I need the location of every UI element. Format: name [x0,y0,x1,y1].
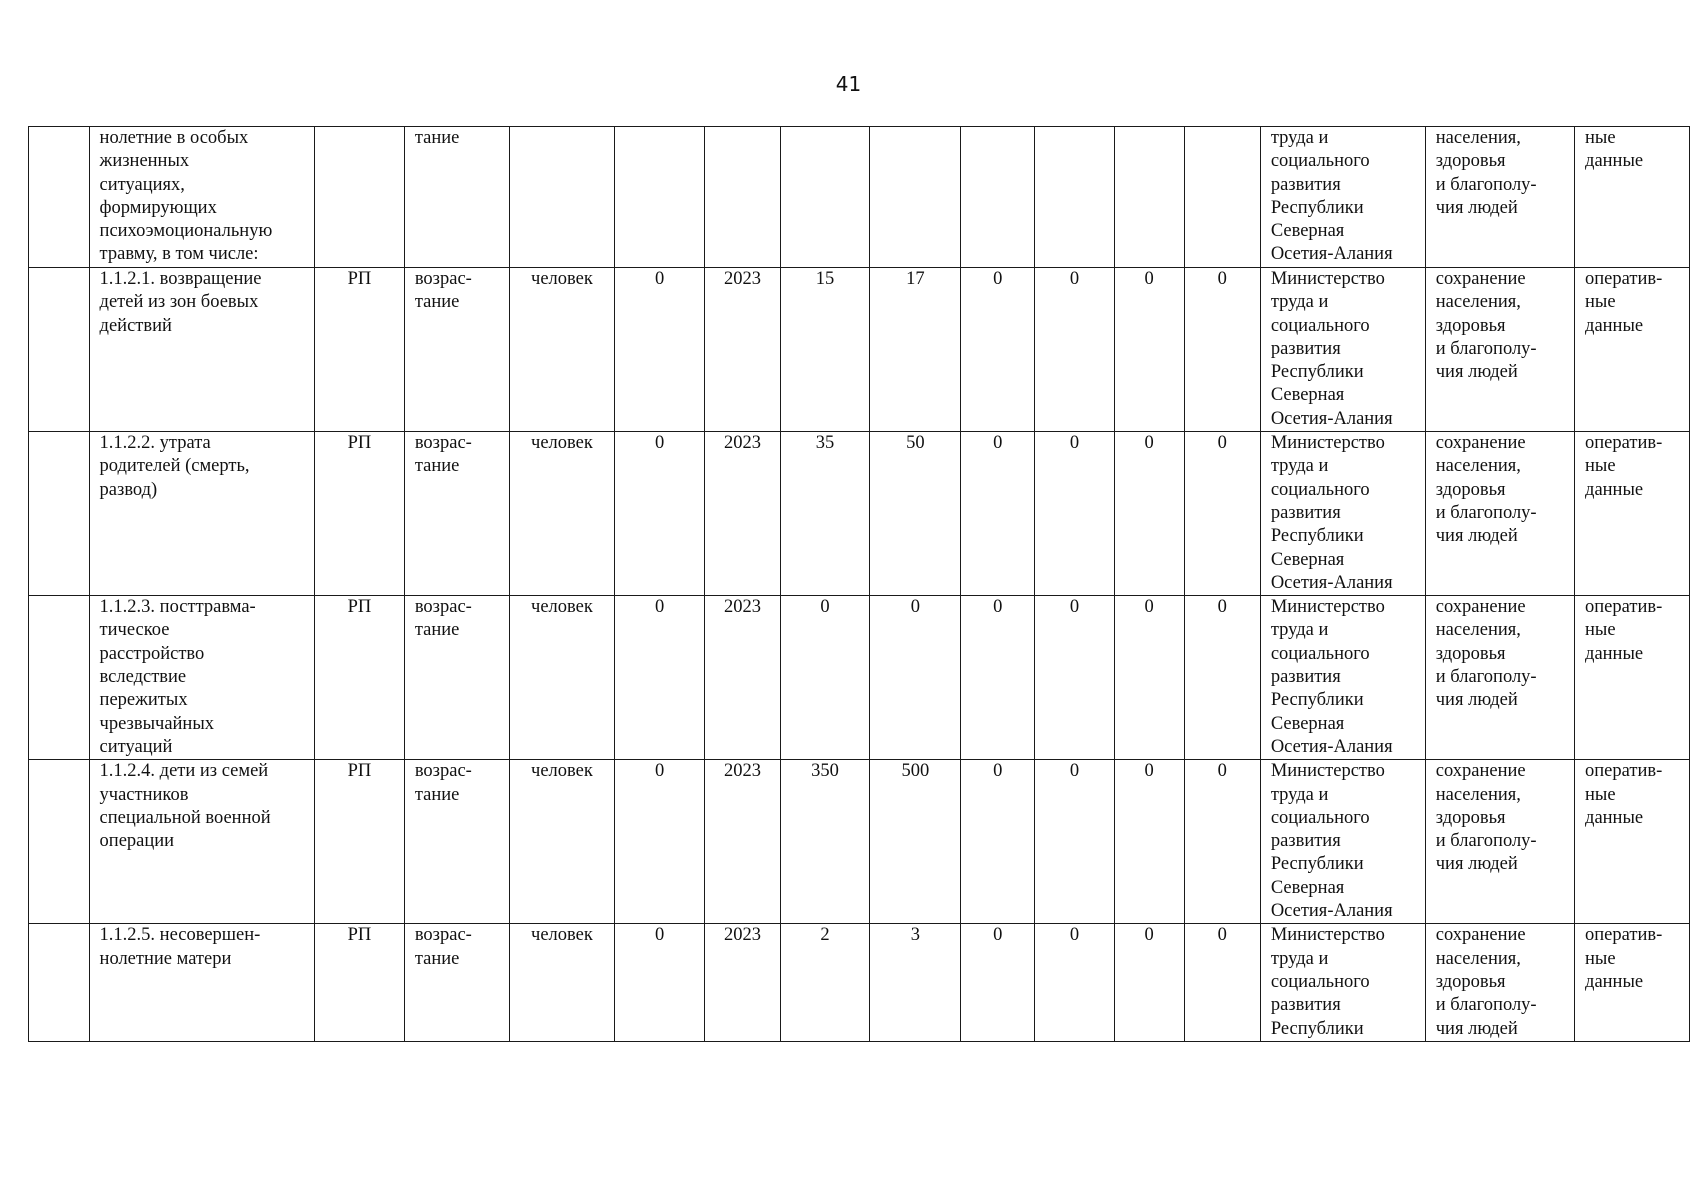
cell-base-value: 0 [614,924,705,1042]
cell-unit: человек [510,760,614,924]
cell-value-4: 0 [1035,432,1114,596]
cell-trend: возрас- тание [404,760,509,924]
table-row [29,127,1690,268]
cell-value-3: 0 [961,924,1035,1042]
cell-source: оператив- ные данные [1575,432,1690,596]
cell-value-2 [870,127,961,268]
cell-responsible: Министерство труда и социального развития Республики Северная Осетия-Алания [1260,760,1425,924]
cell-value-3: 0 [961,596,1035,760]
table-row [29,432,1690,596]
cell-value-4: 0 [1035,924,1114,1042]
cell-value-6: 0 [1184,924,1260,1042]
cell-source: оператив- ные данные [1575,268,1690,432]
cell-responsible: Министерство труда и социального развития Республики Северная Осетия-Алания [1260,268,1425,432]
cell-source: ные данные [1575,127,1690,268]
cell-base-year: 2023 [705,432,780,596]
cell-value-6: 0 [1184,268,1260,432]
cell-responsible: труда и социального развития Республики Северная Осетия-Алания [1260,127,1425,268]
cell-name: 1.1.2.4. дети из семей участников специальной военной операции [89,760,315,924]
cell-value-5: 0 [1114,924,1184,1042]
cell-value-1: 15 [780,268,870,432]
cell-base-year [705,127,780,268]
cell-source: оператив- ные данные [1575,924,1690,1042]
cell-num [29,596,90,760]
cell-value-5: 0 [1114,760,1184,924]
cell-type: РП [315,596,405,760]
cell-value-4: 0 [1035,596,1114,760]
cell-value-6: 0 [1184,596,1260,760]
cell-value-1: 35 [780,432,870,596]
cell-value-4 [1035,127,1114,268]
cell-trend: возрас- тание [404,432,509,596]
cell-base-value: 0 [614,268,705,432]
cell-num [29,432,90,596]
cell-base-value [614,127,705,268]
cell-value-3: 0 [961,268,1035,432]
cell-value-1: 0 [780,596,870,760]
cell-goal: населения, здоровья и благополу- чия людей [1425,127,1574,268]
cell-type: РП [315,924,405,1042]
cell-source: оператив- ные данные [1575,596,1690,760]
cell-unit: человек [510,432,614,596]
cell-value-2: 0 [870,596,961,760]
cell-value-1: 2 [780,924,870,1042]
cell-goal: сохранение населения, здоровья и благополу- чия людей [1425,596,1574,760]
cell-goal: сохранение населения, здоровья и благополу- чия людей [1425,924,1574,1042]
cell-type: РП [315,268,405,432]
cell-trend: тание [404,127,509,268]
cell-base-year: 2023 [705,596,780,760]
cell-value-6: 0 [1184,760,1260,924]
cell-goal: сохранение населения, здоровья и благополу- чия людей [1425,760,1574,924]
cell-value-3: 0 [961,760,1035,924]
cell-value-5: 0 [1114,432,1184,596]
cell-type: РП [315,760,405,924]
cell-name: 1.1.2.3. посттравма- тическое расстройство вследствие пережитых чрезвычайных ситуаций [89,596,315,760]
cell-name: нолетние в особых жизненных ситуациях, формирующих психоэмоциональную травму, в том числе: [89,127,315,268]
cell-value-5: 0 [1114,268,1184,432]
cell-trend: возрас- тание [404,268,509,432]
cell-unit: человек [510,596,614,760]
cell-unit [510,127,614,268]
cell-goal: сохранение населения, здоровья и благополу- чия людей [1425,432,1574,596]
cell-value-3: 0 [961,432,1035,596]
table-row [29,596,1690,760]
table-row [29,268,1690,432]
cell-unit: человек [510,924,614,1042]
cell-value-2: 50 [870,432,961,596]
cell-num [29,924,90,1042]
cell-num [29,760,90,924]
cell-value-2: 17 [870,268,961,432]
cell-trend: возрас- тание [404,596,509,760]
cell-value-5: 0 [1114,596,1184,760]
cell-value-2: 500 [870,760,961,924]
cell-num [29,268,90,432]
cell-value-3 [961,127,1035,268]
cell-name: 1.1.2.2. утрата родителей (смерть, развод) [89,432,315,596]
cell-value-6: 0 [1184,432,1260,596]
cell-base-year: 2023 [705,924,780,1042]
cell-base-value: 0 [614,432,705,596]
page-number: 41 [835,72,862,96]
cell-name: 1.1.2.1. возвращение детей из зон боевых действий [89,268,315,432]
cell-value-1: 350 [780,760,870,924]
cell-value-6 [1184,127,1260,268]
table-row [29,760,1690,924]
cell-num [29,127,90,268]
cell-value-2: 3 [870,924,961,1042]
cell-base-year: 2023 [705,760,780,924]
cell-responsible: Министерство труда и социального развития Республики [1260,924,1425,1042]
cell-responsible: Министерство труда и социального развития Республики Северная Осетия-Алания [1260,596,1425,760]
cell-name: 1.1.2.5. несовершен- нолетние матери [89,924,315,1042]
cell-type: РП [315,432,405,596]
indicator-table [28,126,1690,1042]
cell-type [315,127,405,268]
cell-value-4: 0 [1035,268,1114,432]
cell-trend: возрас- тание [404,924,509,1042]
table-row [29,924,1690,1042]
cell-value-4: 0 [1035,760,1114,924]
cell-responsible: Министерство труда и социального развития Республики Северная Осетия-Алания [1260,432,1425,596]
cell-source: оператив- ные данные [1575,760,1690,924]
cell-goal: сохранение населения, здоровья и благополу- чия людей [1425,268,1574,432]
cell-value-5 [1114,127,1184,268]
cell-base-year: 2023 [705,268,780,432]
cell-value-1 [780,127,870,268]
cell-base-value: 0 [614,760,705,924]
cell-unit: человек [510,268,614,432]
cell-base-value: 0 [614,596,705,760]
